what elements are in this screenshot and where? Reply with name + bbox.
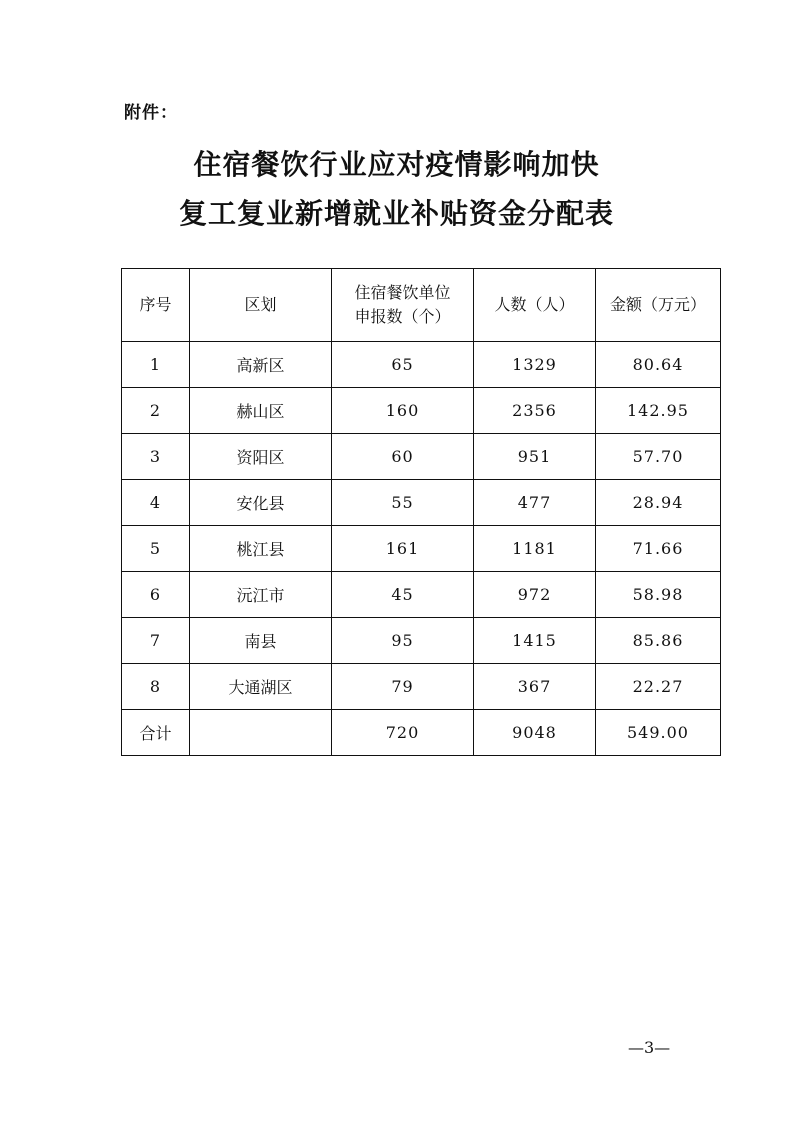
cell-seq: 2 xyxy=(122,388,190,434)
header-people: 人数（人） xyxy=(474,269,596,342)
cell-units: 95 xyxy=(332,618,474,664)
table-total-row xyxy=(122,710,721,756)
cell-region: 大通湖区 xyxy=(190,664,332,710)
allocation-table xyxy=(121,268,721,756)
cell-people: 1181 xyxy=(474,526,596,572)
cell-seq: 8 xyxy=(122,664,190,710)
cell-total-amount: 549.00 xyxy=(596,710,721,756)
cell-amount: 71.66 xyxy=(596,526,721,572)
cell-seq: 6 xyxy=(122,572,190,618)
cell-amount: 142.95 xyxy=(596,388,721,434)
table-header-row xyxy=(122,269,721,342)
cell-total-units: 720 xyxy=(332,710,474,756)
cell-units: 45 xyxy=(332,572,474,618)
cell-region: 沅江市 xyxy=(190,572,332,618)
table-row xyxy=(122,526,721,572)
cell-amount: 80.64 xyxy=(596,342,721,388)
cell-region: 安化县 xyxy=(190,480,332,526)
attachment-label: 附件： xyxy=(124,103,178,123)
table-row xyxy=(122,388,721,434)
header-units xyxy=(332,269,474,342)
cell-seq: 4 xyxy=(122,480,190,526)
table-row xyxy=(122,480,721,526)
table-row xyxy=(122,342,721,388)
cell-people: 972 xyxy=(474,572,596,618)
table-row xyxy=(122,664,721,710)
header-region: 区划 xyxy=(190,269,332,342)
document-title-line-2: 复工复业新增就业补贴资金分配表 xyxy=(178,197,614,230)
cell-units: 161 xyxy=(332,526,474,572)
cell-amount: 85.86 xyxy=(596,618,721,664)
cell-units: 55 xyxy=(332,480,474,526)
cell-seq: 5 xyxy=(122,526,190,572)
cell-region: 高新区 xyxy=(190,342,332,388)
cell-people: 1329 xyxy=(474,342,596,388)
cell-units: 60 xyxy=(332,434,474,480)
header-amount: 金额（万元） xyxy=(596,269,721,342)
cell-seq: 3 xyxy=(122,434,190,480)
cell-amount: 58.98 xyxy=(596,572,721,618)
table-row xyxy=(122,618,721,664)
cell-region: 资阳区 xyxy=(190,434,332,480)
cell-region: 赫山区 xyxy=(190,388,332,434)
header-seq: 序号 xyxy=(122,269,190,342)
cell-amount: 57.70 xyxy=(596,434,721,480)
page-number: —3— xyxy=(628,1038,671,1057)
cell-units: 79 xyxy=(332,664,474,710)
cell-total-region xyxy=(190,710,332,756)
header-units-line-2: 申报数（个） xyxy=(354,307,451,326)
cell-people: 367 xyxy=(474,664,596,710)
cell-people: 1415 xyxy=(474,618,596,664)
cell-seq: 1 xyxy=(122,342,190,388)
cell-region: 南县 xyxy=(190,618,332,664)
cell-total-label: 合计 xyxy=(122,710,190,756)
cell-units: 65 xyxy=(332,342,474,388)
cell-people: 2356 xyxy=(474,388,596,434)
document-title-line-1: 住宿餐饮行业应对疫情影响加快 xyxy=(193,148,600,181)
cell-people: 951 xyxy=(474,434,596,480)
cell-total-people: 9048 xyxy=(474,710,596,756)
cell-seq: 7 xyxy=(122,618,190,664)
table-row xyxy=(122,434,721,480)
cell-units: 160 xyxy=(332,388,474,434)
cell-region: 桃江县 xyxy=(190,526,332,572)
cell-amount: 28.94 xyxy=(596,480,721,526)
header-units-line-1: 住宿餐饮单位 xyxy=(354,283,451,302)
cell-amount: 22.27 xyxy=(596,664,721,710)
cell-people: 477 xyxy=(474,480,596,526)
table-row xyxy=(122,572,721,618)
